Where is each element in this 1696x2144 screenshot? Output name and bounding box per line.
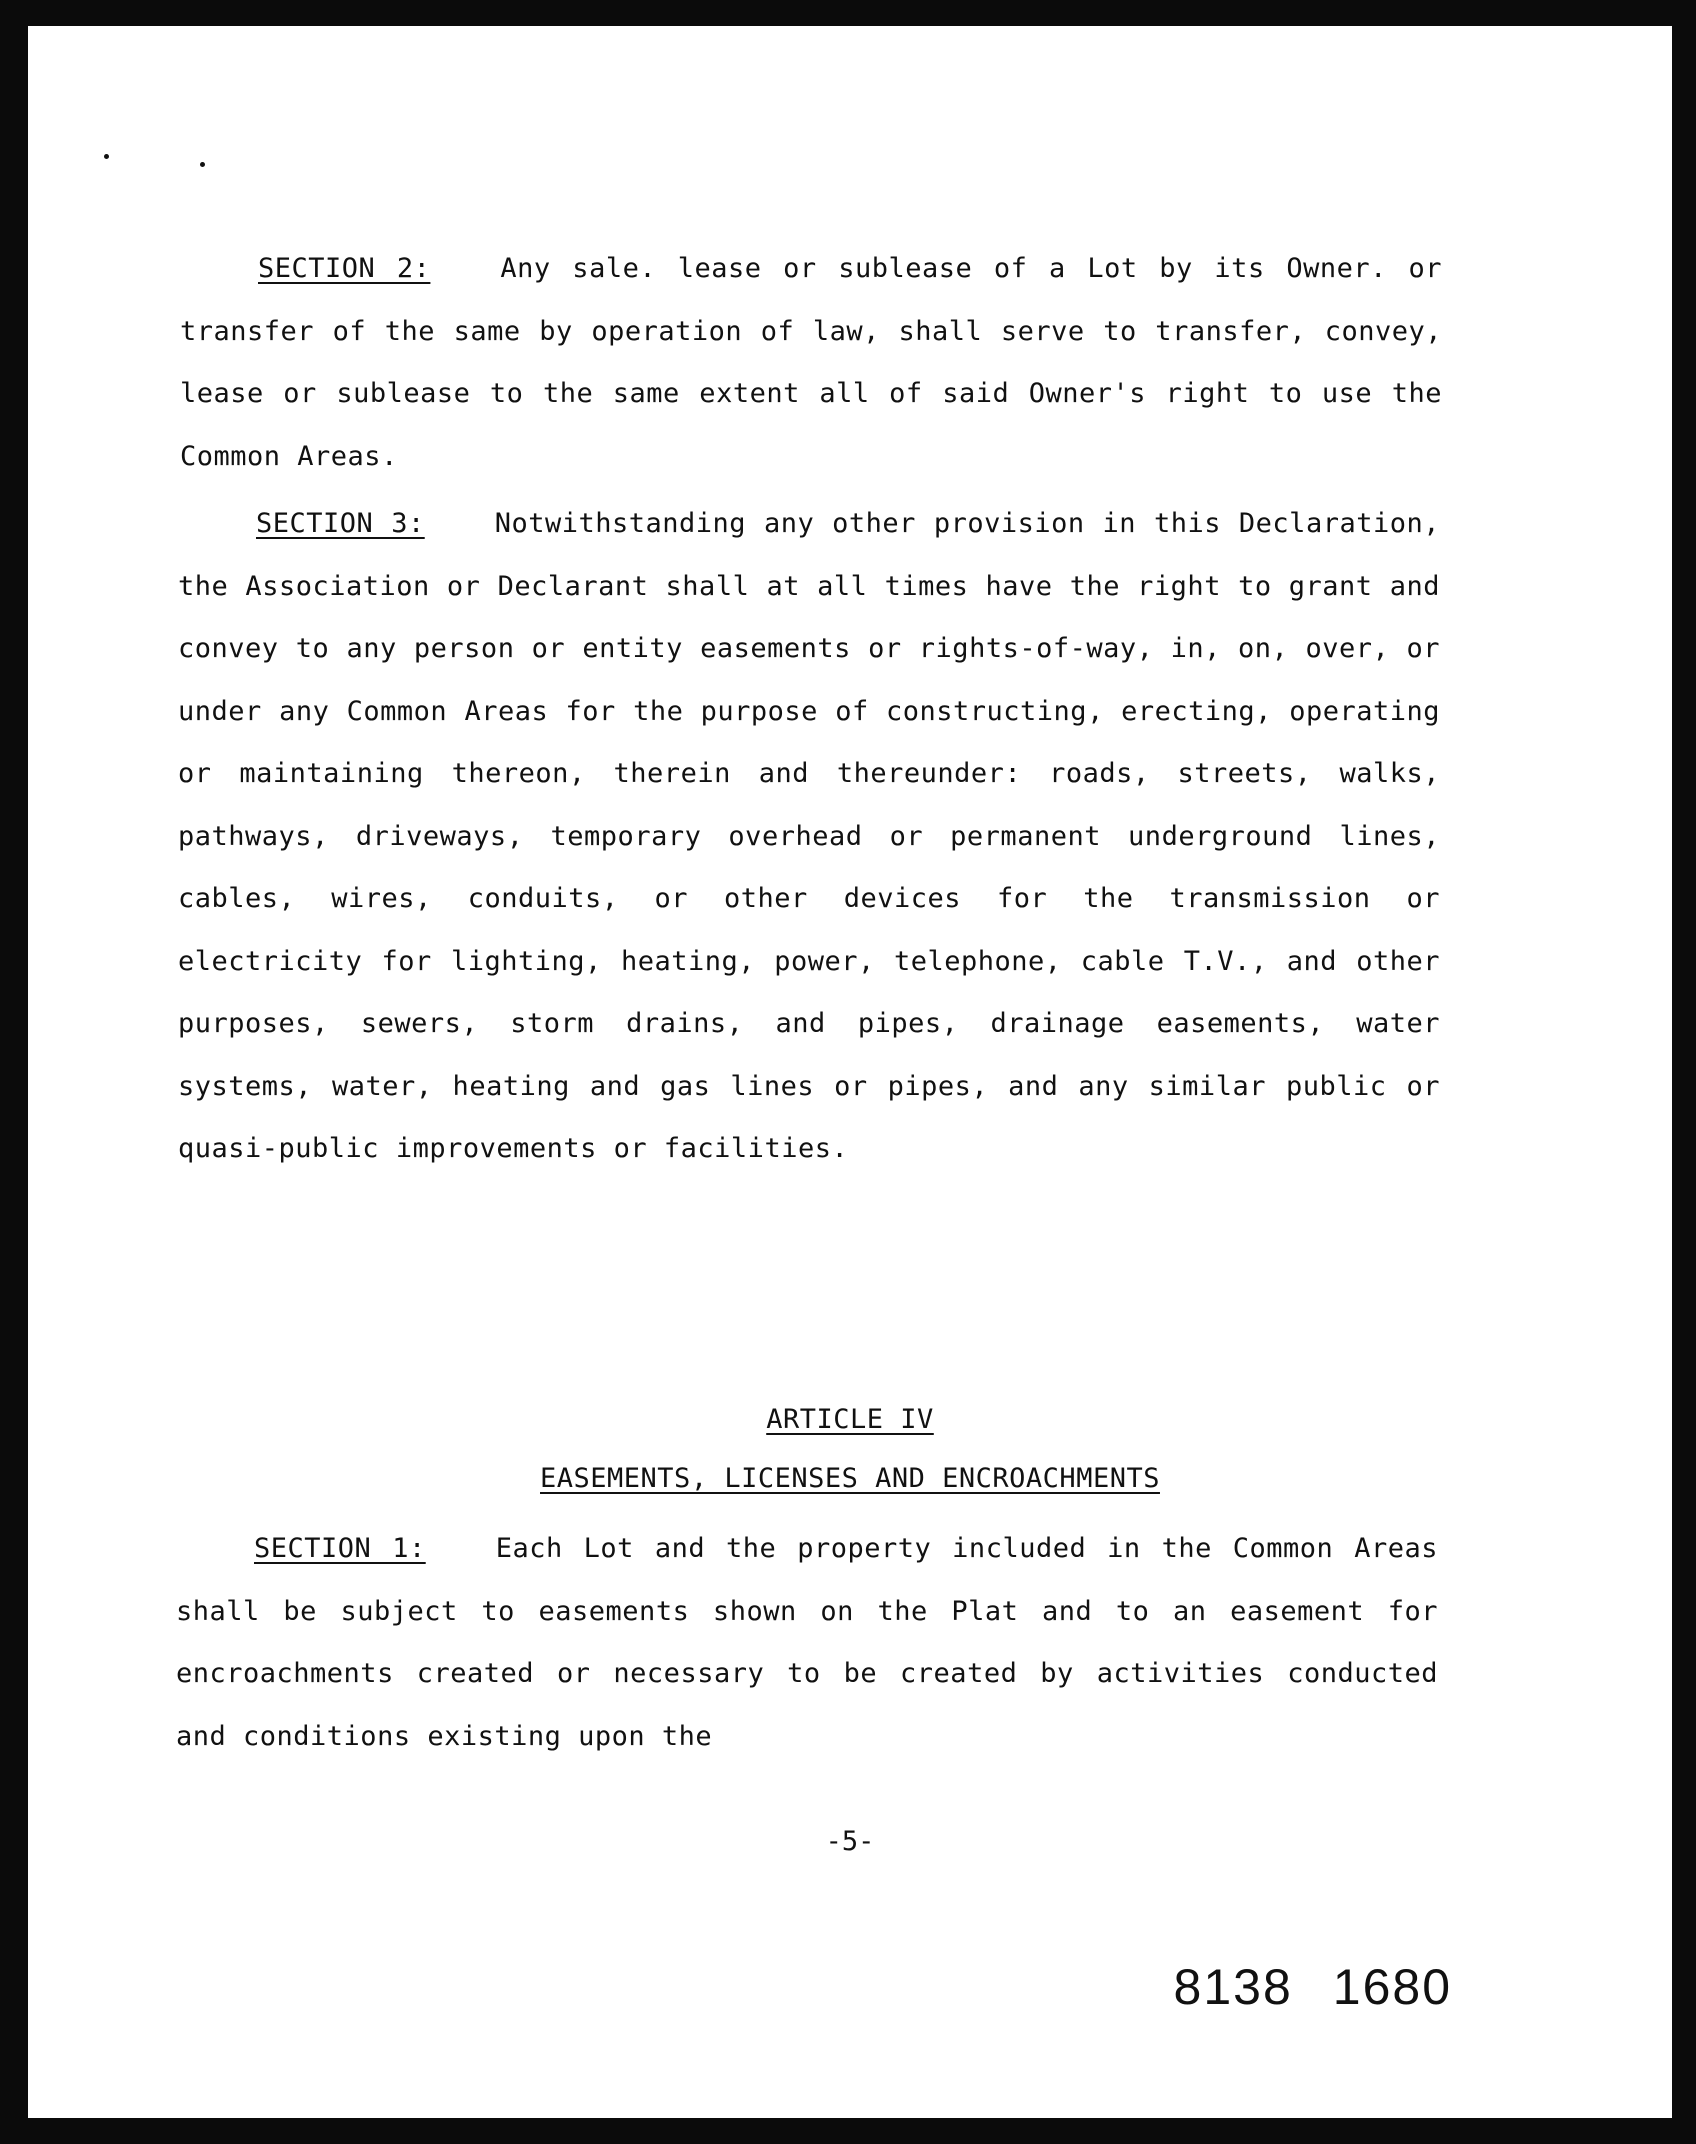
article-section-1-label: SECTION 1:	[254, 1533, 426, 1564]
book-page-stamp	[1174, 1958, 1452, 2016]
section-3-label: SECTION 3:	[256, 508, 425, 539]
section-2-label: SECTION 2:	[258, 253, 431, 284]
section-2-paragraph	[180, 238, 1442, 488]
article-subtitle: EASEMENTS, LICENSES AND ENCROACHMENTS	[540, 1463, 1160, 1494]
section-3-paragraph	[178, 493, 1440, 1181]
stamp-book-number: 8138	[1173, 1959, 1293, 2015]
scan-speck	[200, 162, 205, 167]
section-2-text: Any sale. lease or sublease of a Lot by its Owner. or transfer of the same by operation of law, shall serve to transfer, convey, lease or sublease to the same extent all of said Owner's right to use the Common Areas.	[180, 253, 1442, 472]
section-3-text: Notwithstanding any other provision in this Declaration, the Association or Declarant shall at all times have the right to grant and convey to any person or entity easements or rights-of-way, in, on, over, or under any Common Areas for the purpose of constructing, erecting, operating or maintaining thereon, therein and thereunder: roads, streets, walks, pathways, driveways, temporary overhead or permanent underground lines, cables, wires, conduits, or other devices for the transmission or electricity for lighting, heating, power, telephone, cable T.V., and other purposes, sewers, storm drains, and pipes, drainage easements, water systems, water, heating and gas lines or pipes, and any similar public or quasi-public improvements or facilities.	[178, 508, 1440, 1164]
article-section-1-paragraph	[176, 1518, 1438, 1768]
article-section-1-text: Each Lot and the property included in the Common Areas shall be subject to easements shown on the Plat and to an easement for encroachments created or necessary to be created by activities conducted and conditions existing upon the	[176, 1533, 1438, 1752]
document-page	[28, 26, 1672, 2118]
page-number: -5-	[825, 1826, 875, 1857]
scan-speck	[104, 154, 109, 159]
stamp-page-number: 1680	[1332, 1959, 1452, 2015]
article-title: ARTICLE IV	[766, 1404, 934, 1435]
